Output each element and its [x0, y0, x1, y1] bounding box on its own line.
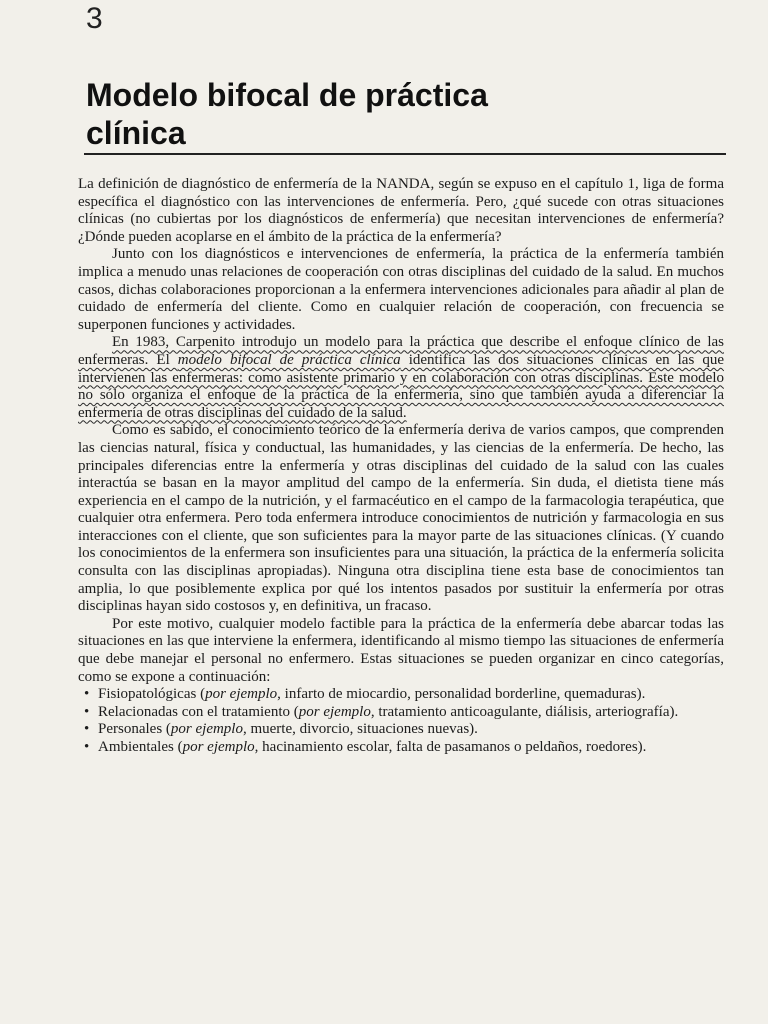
chapter-number: 3 — [86, 2, 103, 35]
list-item: • Ambientales (por ejemplo, hacinamiento escolar, falta de pasamanos o peldaños, roedores). — [78, 739, 724, 757]
example-prefix: por ejemplo — [170, 721, 243, 738]
paragraph-categories-intro: Por este motivo, cualquier modelo factible para la práctica de la enfermería debe abarcar todas las situaciones en las que interviene la enfermera, identificando al mismo tiempo las situaciones de enfermería que debe manejar el personal no enfermero. Estas situaciones se pueden organizar en cinco categorías, como se expone a continuación: — [78, 615, 724, 685]
category-label: Fisiopatológicas — [98, 686, 197, 703]
chapter-title — [86, 76, 706, 152]
title-rule — [84, 153, 726, 155]
paragraph-knowledge: Como es sabido, el conocimiento teórico de la enfermería deriva de varios campos, que comprenden las ciencias natural, física y conductual, las humanidades, y las ciencias de la enfermería. De hecho, las principales diferencias entre la enfermería y otras disciplinas del cuidado de la salud con las cuales interactúa se basan en la mayor amplitud del campo de la enfermería. Sin duda, el dietista tiene más experiencia en el campo de la nutrición, y el farmacéutico en el campo de la farmacologia terapéutica, que cualquier otra enfermera. Pero toda enfermera introduce conocimientos de nutrición y farmacologia en sus interacciones con el cliente, que son suficientes para la mayor parte de las situaciones clínicas. (Y cuando los conocimientos de la enfermera son insuficientes para una situación, la práctica de la enfermería solicita consulta con las disciplinas apropiadas). Ninguna otra disciplina tiene esta base de conocimientos tan amplia, lo que posiblemente explica por qué los intentos pasados por sustituir la enfermería por otras disciplinas hayan sido costosos y, en definitiva, un fracaso. — [78, 422, 724, 615]
list-item: • Personales (por ejemplo, muerte, divorcio, situaciones nuevas). — [78, 721, 724, 739]
chapter-title-line-2: clínica — [86, 115, 186, 151]
bifocal-part-1: En 1983, Carpenito introdujo un modelo para la práctica que describe el enfoque clínico de las enfermeras. El — [78, 334, 724, 368]
category-label: Relacionadas con el tratamiento — [98, 703, 291, 720]
category-list — [78, 686, 724, 756]
bifocal-part-2: identifica las dos situaciones clínicas en las que intervienen las enfermeras: como asistente primario y en colaboración con otras disciplinas. Este modelo no sólo organiza el enfoque de la práctica de la enfermería, sino que también ayuda a diferenciar la enfermería de otras disciplinas del cuidado de la salud. — [78, 351, 724, 421]
paragraph-cooperation: Junto con los diagnósticos e intervenciones de enfermería, la práctica de la enfermería también implica a menudo unas relaciones de cooperación con otras disciplinas del cuidado de la salud. En muchos casos, dichas colaboraciones proporcionan a la enfermera intervenciones adicionales para añadir al plan de cuidado de enfermería del cliente. Como en cualquier relación de cooperación, con frecuencia se superponen funciones y actividades. — [78, 246, 724, 333]
category-label: Personales — [98, 721, 163, 738]
paragraph-bifocal-model — [78, 334, 724, 422]
example-text: , infarto de miocardio, personalidad borderline, quemaduras). — [277, 686, 646, 703]
chapter-title-line-1: Modelo bifocal de práctica — [86, 77, 488, 113]
example-prefix: por ejemplo — [205, 686, 278, 703]
example-prefix: por ejemplo — [298, 703, 371, 720]
example-prefix: por ejemplo — [182, 739, 255, 755]
example-text: , tratamiento anticoagulante, diálisis, arteriografía). — [370, 703, 679, 720]
list-item: • Fisiopatológicas (por ejemplo, infarto de miocardio, personalidad borderline, quemaduras). — [78, 686, 724, 704]
example-text: , hacinamiento escolar, falta de pasamanos o peldaños, roedores). — [254, 739, 647, 755]
body-text — [78, 176, 724, 757]
paragraph-intro: La definición de diagnóstico de enfermería de la NANDA, según se expuso en el capítulo 1, liga de forma específica el diagnóstico con las intervenciones de enfermería. Pero, ¿qué sucede con otras situaciones clínicas (no cubiertas por los diagnósticos de enfermería) que necesitan intervenciones de enfermería? ¿Dónde pueden acoplarse en el ámbito de la práctica de la enfermería? — [78, 176, 724, 245]
bifocal-model-term: modelo bifocal de práctica clínica — [177, 351, 401, 368]
list-item: • Relacionadas con el tratamiento (por ejemplo, tratamiento anticoagulante, diálisis, arteriografía). — [78, 704, 724, 722]
category-label: Ambientales — [98, 739, 174, 755]
example-text: , muerte, divorcio, situaciones nuevas). — [242, 721, 478, 738]
